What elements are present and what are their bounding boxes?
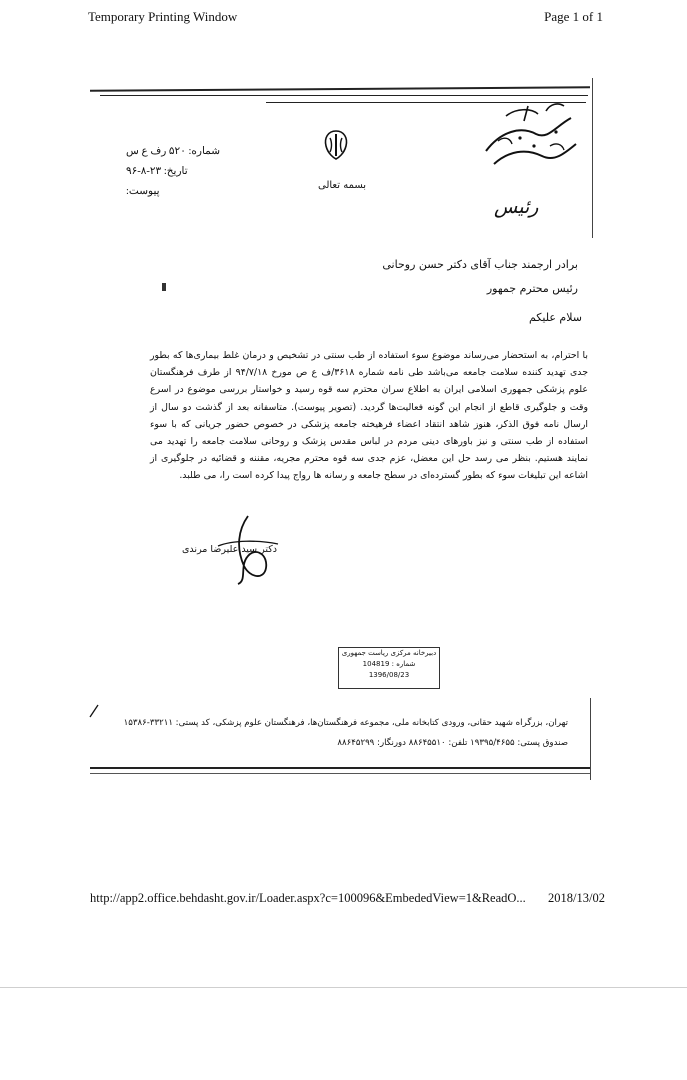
iran-emblem-icon: [316, 128, 356, 162]
right-border-line-lower: [590, 698, 591, 780]
academy-calligraphy-logo: [476, 96, 586, 186]
letter-number: شماره: ۵۲۰ رف ع س: [126, 146, 221, 157]
letter-attachment: پیوست:: [126, 186, 160, 197]
page-indicator: Page 1 of 1: [544, 9, 603, 24]
bismillah: بسمه تعالی: [318, 180, 367, 191]
addressee-name: برادر ارجمند جناب آقای دکتر حسن روحانی: [382, 258, 578, 271]
right-border-line: [592, 78, 593, 238]
footer-contact: صندوق پستی: ۱۹۳۹۵/۴۶۵۵ تلفن: ۸۸۶۴۵۵۱۰ دورنگار: ۸۸۶۴۵۲۹۹: [337, 738, 568, 748]
bottom-rule-secondary: [90, 773, 590, 774]
addressee-block: [198, 253, 578, 301]
greeting: سلام علیکم: [528, 311, 582, 324]
print-date: 2018/13/02: [548, 891, 605, 905]
registration-stamp: [338, 647, 440, 689]
slash-mark: [88, 704, 100, 718]
chair-title: رئیس: [494, 196, 539, 218]
signature-name: دکتر سید علیرضا مرندی: [182, 544, 278, 555]
top-rule: [90, 86, 590, 91]
stamp-office: دبیرخانه مرکزی ریاست جمهوری: [341, 649, 437, 657]
letter-body: با احترام، به استحضار می‌رساند موضوع سوء استفاده از طب سنتی در تشخیص و درمان غلط بیماری‌ها که بطور جدی تهدید کننده سلامت جامعه می‌باشد طی نامه شماره ۳۶۱۸/ف ع ص مورخ ۹۴/۷/۱۸ از طرف فرهنگستان علوم پزشکی جمهوری اسلامی ایران به اطلاع سران محترم سه قوه رسید و خواستار بررسی موضوع در اسرع وقت و جلوگیری قاطع از انجام این گونه فعالیت‌ها گردید. (تصویر پیوست). متاسفانه بعد از گذشت دو سال از ارسال نامه فوق الذکر، هنوز شاهد انتقاد اعضاء فرهیخته جامعه پزشکی در خصوص حضور جریانی که با سوء استفاده از طب سنتی و نیز باورهای دینی مردم در لباس مقدس پزشک و روحانی سلامت جامعه را تهدید می نمایند هستیم. بنظر می رسد حل این معضل، عزم جدی سه قوه محترم مجریه، مقننه و قضائیه در جلوگیری از اشاعه این تبلیغات سوء که بطور گسترده‌ای در سطح جامعه و رسانه ها رواج پیدا کرده است را، می طلبد.: [150, 350, 589, 482]
addressee-title: رئیس محترم جمهور: [486, 282, 578, 295]
scanned-letter: [86, 68, 598, 788]
page-bottom-edge: [0, 987, 687, 988]
letter-date: تاریخ: ۲۳-۸-۹۶: [126, 166, 188, 177]
side-mark: [162, 283, 166, 291]
print-window-header: [0, 0, 687, 28]
footer-address: تهران، بزرگراه شهید حقانی، ورودی کتابخانه ملی، مجموعه فرهنگستان‌ها، فرهنگستان علوم پزشکی، کد پستی: ۳۳۲۱۱-۱۵۳۸۶: [123, 718, 568, 728]
academy-logo: [476, 96, 586, 226]
print-source-url: http://app2.office.behdasht.gov.ir/Loader.aspx?c=100096&EmbededView=1&ReadO...: [90, 891, 526, 905]
letter-reference-block: [126, 142, 256, 202]
print-window-title: Temporary Printing Window: [88, 9, 238, 24]
bottom-rule: [90, 767, 590, 769]
stamp-date: 1396/08/23: [368, 671, 410, 679]
stamp-number: شماره : 104819: [362, 660, 416, 668]
